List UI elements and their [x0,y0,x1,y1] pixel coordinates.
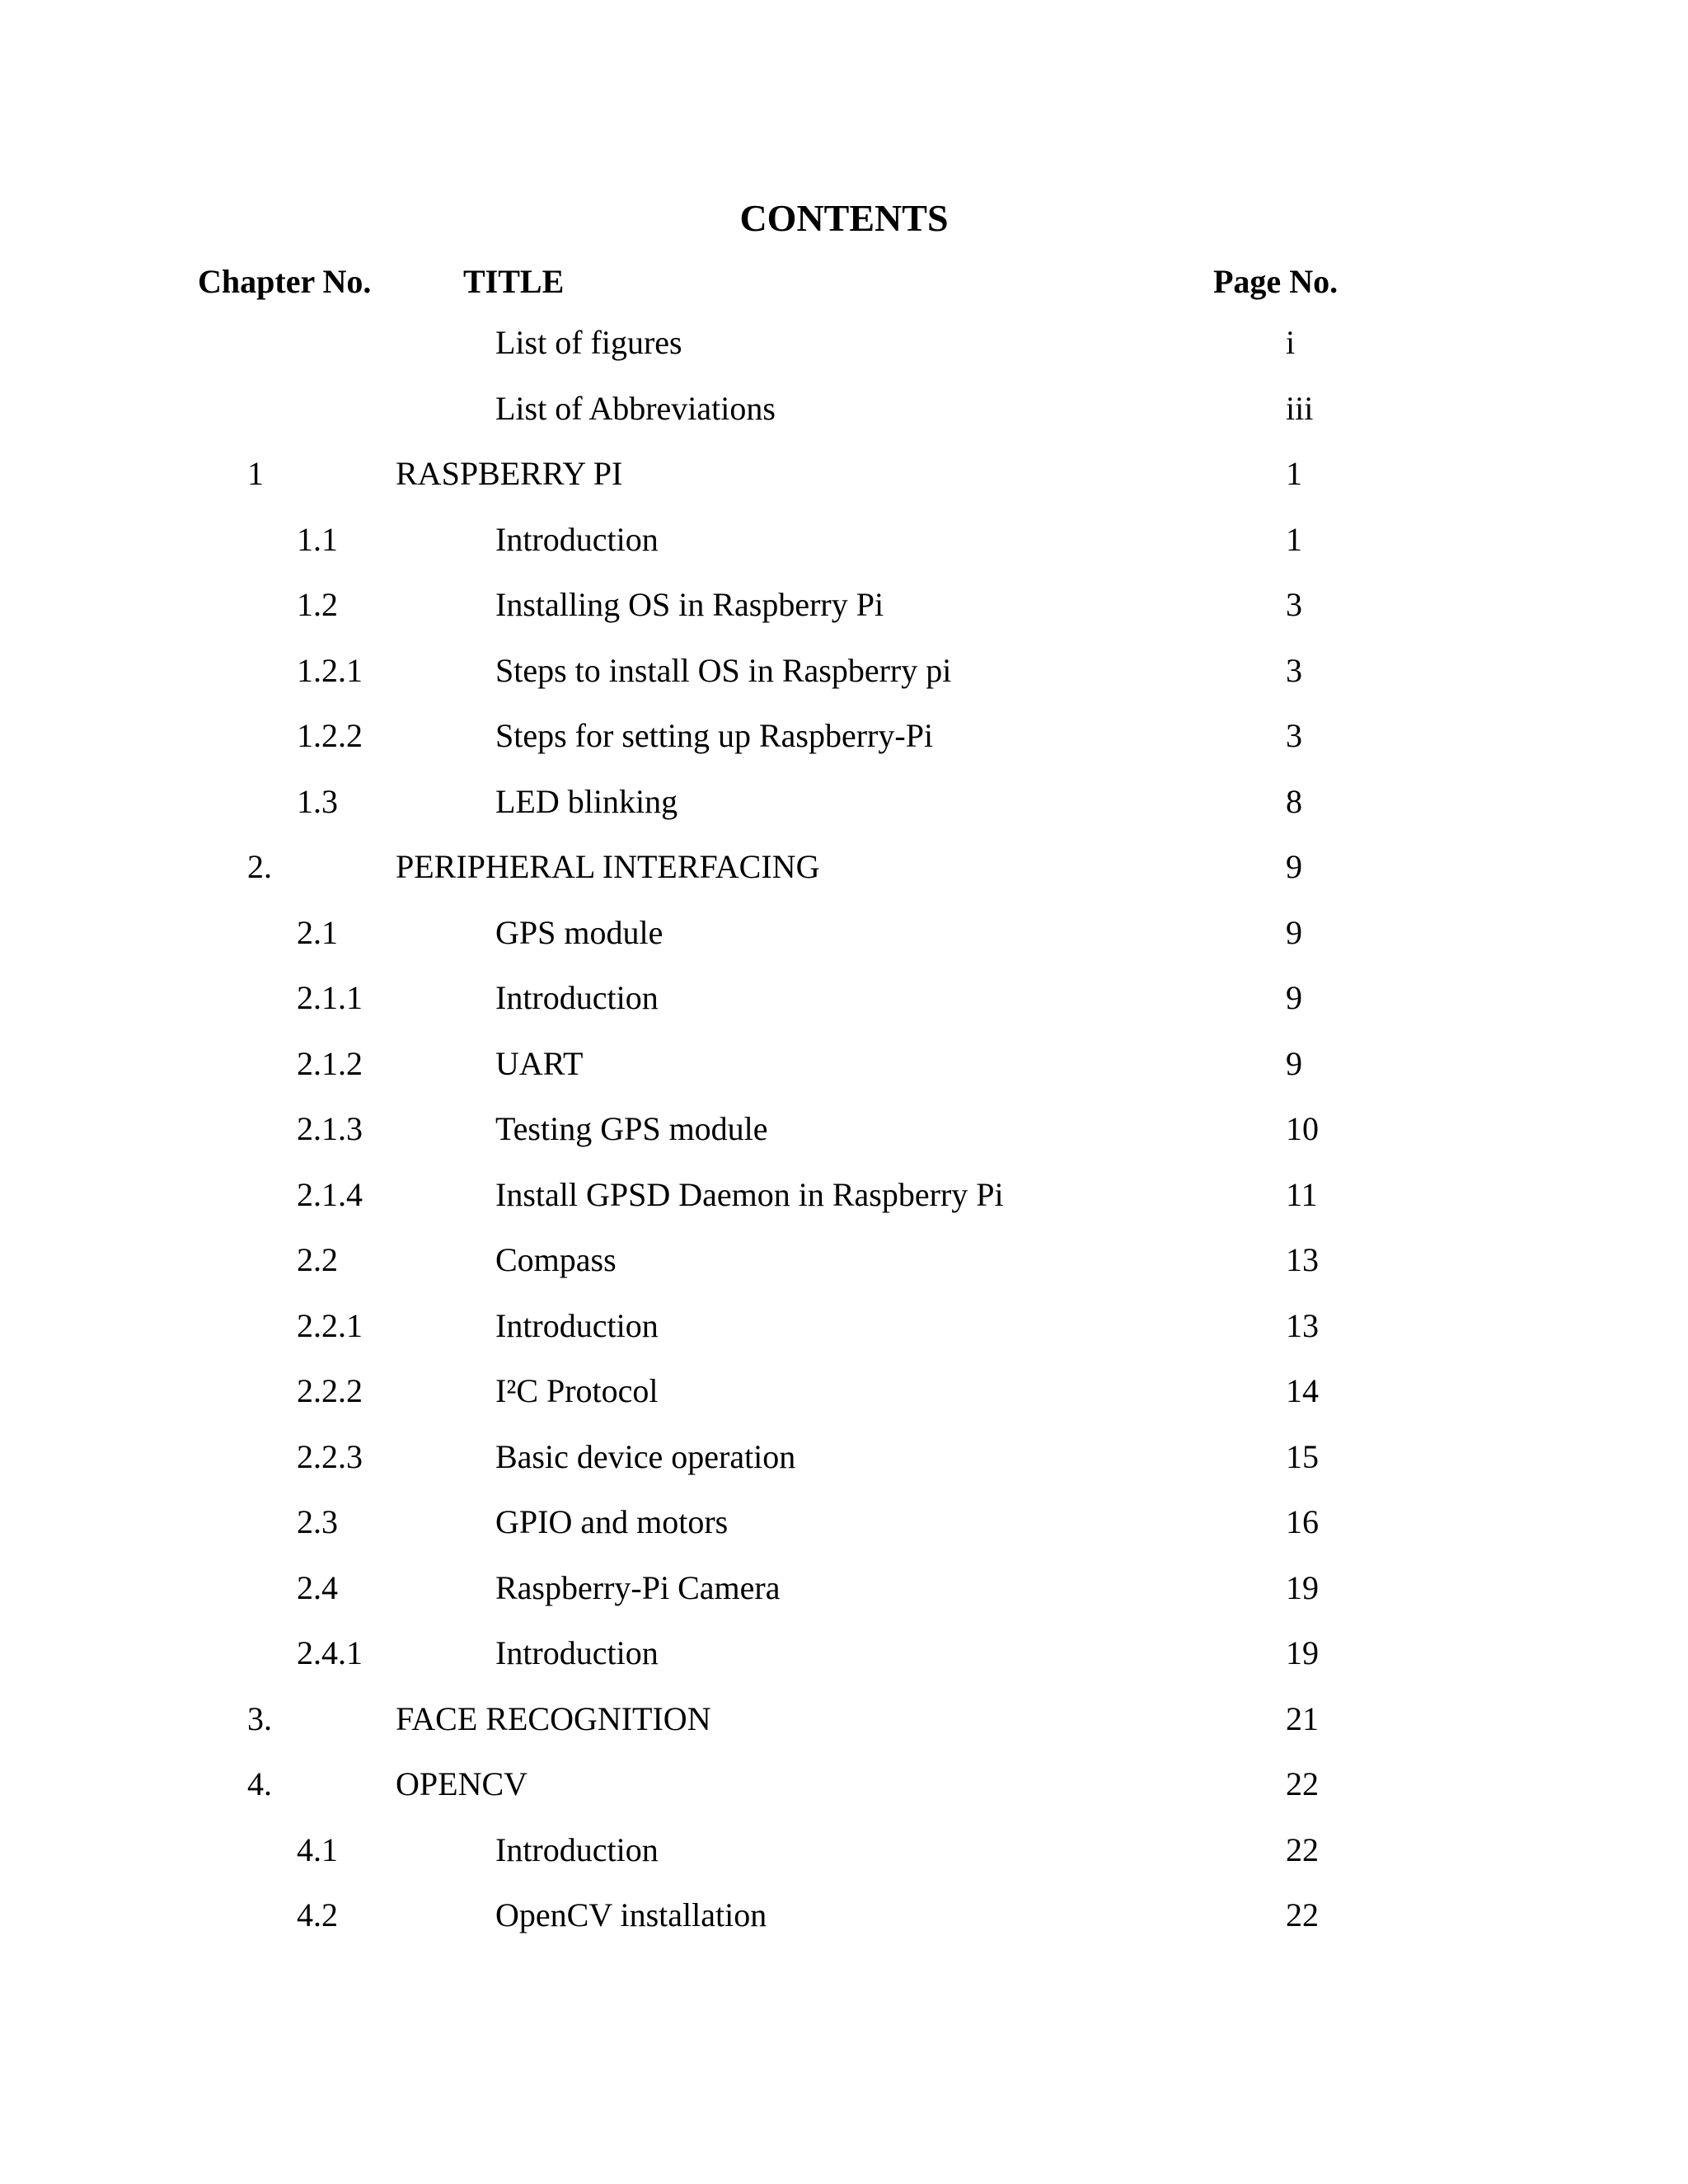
toc-entry-page: 19 [1286,1568,1319,1606]
toc-entry-number: 2.1.3 [297,1110,363,1147]
toc-entry [0,648,1688,714]
toc-entry-title: GPIO and motors [495,1503,729,1540]
toc-entry-title: List of figures [495,324,682,361]
toc-entry-number: 4.2 [297,1896,338,1933]
toc-entry-title: Steps to install OS in Raspberry pi [495,651,952,689]
toc-entry [0,1696,1688,1762]
toc-entry-number: 3. [247,1699,272,1737]
toc-entry-number: 2.4.1 [297,1634,363,1671]
toc-entry-title: Basic device operation [495,1437,796,1475]
toc-entry-title: Installing OS in Raspberry Pi [495,586,884,623]
toc-entry-page: 14 [1286,1372,1319,1409]
toc-entry-page: 9 [1286,1044,1302,1082]
toc-entry-title: RASPBERRY PI [396,455,623,492]
toc-entry-page: 1 [1286,455,1302,492]
toc-entry [0,1892,1688,1958]
toc-entry-title: GPS module [495,913,663,951]
toc-entry [0,1237,1688,1303]
toc-entry [0,386,1688,452]
toc-entry-number: 1.3 [297,782,338,820]
toc-entry-page: 13 [1286,1241,1319,1278]
toc-entry-title: LED blinking [495,782,678,820]
toc-entry-title: List of Abbreviations [495,389,776,427]
toc-entry-page: 22 [1286,1830,1319,1868]
toc-entry-title: Introduction [495,979,659,1016]
toc-entry [0,1172,1688,1238]
toc-entry-number: 2.1.1 [297,979,363,1016]
toc-entry-number: 1 [247,455,264,492]
toc-entry [0,975,1688,1041]
toc-entry-page: 13 [1286,1306,1319,1344]
toc-entry-page: 22 [1286,1896,1319,1933]
toc-entry-page: 1 [1286,520,1302,558]
toc-entry-page: 10 [1286,1110,1319,1147]
toc-entry-title: I²C Protocol [495,1372,659,1409]
toc-entry-title: Steps for setting up Raspberry-Pi [495,717,934,754]
toc-entry [0,1368,1688,1434]
column-header-chapter: Chapter No. [198,263,372,300]
table-of-contents [0,320,1688,1958]
toc-entry-number: 2.1.4 [297,1175,363,1213]
toc-entry [0,844,1688,910]
toc-entry [0,1761,1688,1827]
toc-entry-number: 1.2.1 [297,651,363,689]
toc-entry [0,451,1688,517]
toc-entry [0,517,1688,583]
toc-entry-page: 21 [1286,1699,1319,1737]
toc-entry [0,1565,1688,1631]
toc-entry-page: 9 [1286,979,1302,1016]
toc-entry-page: 16 [1286,1503,1319,1540]
toc-entry-title: Install GPSD Daemon in Raspberry Pi [495,1175,1004,1213]
toc-entry-title: Introduction [495,1830,659,1868]
toc-entry-number: 2.4 [297,1568,338,1606]
toc-entry-page: 15 [1286,1437,1319,1475]
toc-entry-title: Compass [495,1241,617,1278]
toc-entry-title: Testing GPS module [495,1110,768,1147]
toc-entry-page: 11 [1286,1175,1318,1213]
toc-entry-title: UART [495,1044,584,1082]
toc-entry-title: Introduction [495,520,659,558]
toc-entry-title: PERIPHERAL INTERFACING [396,848,820,885]
toc-entry [0,1106,1688,1172]
toc-entry-number: 1.1 [297,520,338,558]
toc-entry-page: 9 [1286,913,1302,951]
toc-entry [0,320,1688,386]
toc-entry-number: 2.2 [297,1241,338,1278]
toc-entry-number: 2.2.3 [297,1437,363,1475]
toc-entry [0,1434,1688,1500]
toc-entry [0,910,1688,976]
toc-entry-page: i [1286,324,1296,361]
toc-entry-page: 22 [1286,1765,1319,1802]
toc-entry-title: Raspberry-Pi Camera [495,1568,781,1606]
column-header-title: TITLE [463,263,565,300]
toc-entry-title: OPENCV [396,1765,528,1802]
toc-entry [0,582,1688,648]
toc-entry [0,1041,1688,1107]
toc-entry-title: FACE RECOGNITION [396,1699,711,1737]
toc-entry-number: 4. [247,1765,272,1802]
column-header-page: Page No. [1213,263,1339,300]
toc-entry-page: 19 [1286,1634,1319,1671]
toc-entry-title: Introduction [495,1634,659,1671]
page-title: CONTENTS [739,197,949,239]
toc-entry-page: iii [1286,389,1314,427]
toc-entry-number: 2. [247,848,272,885]
toc-entry-number: 2.3 [297,1503,338,1540]
toc-entry-number: 2.2.1 [297,1306,363,1344]
toc-entry [0,1827,1688,1893]
toc-entry-page: 3 [1286,717,1302,754]
toc-entry-page: 8 [1286,782,1302,820]
toc-entry [0,1630,1688,1696]
toc-entry-number: 1.2.2 [297,717,363,754]
toc-entry-title: Introduction [495,1306,659,1344]
toc-entry-page: 3 [1286,651,1302,689]
toc-entry-page: 3 [1286,586,1302,623]
toc-entry [0,779,1688,845]
toc-entry-page: 9 [1286,848,1302,885]
toc-entry-number: 2.1.2 [297,1044,363,1082]
toc-entry [0,713,1688,779]
toc-entry-title: OpenCV installation [495,1896,767,1933]
toc-entry [0,1303,1688,1369]
toc-entry-number: 1.2 [297,586,338,623]
toc-entry-number: 2.1 [297,913,338,951]
toc-entry-number: 4.1 [297,1830,338,1868]
toc-entry [0,1499,1688,1565]
toc-entry-number: 2.2.2 [297,1372,363,1409]
